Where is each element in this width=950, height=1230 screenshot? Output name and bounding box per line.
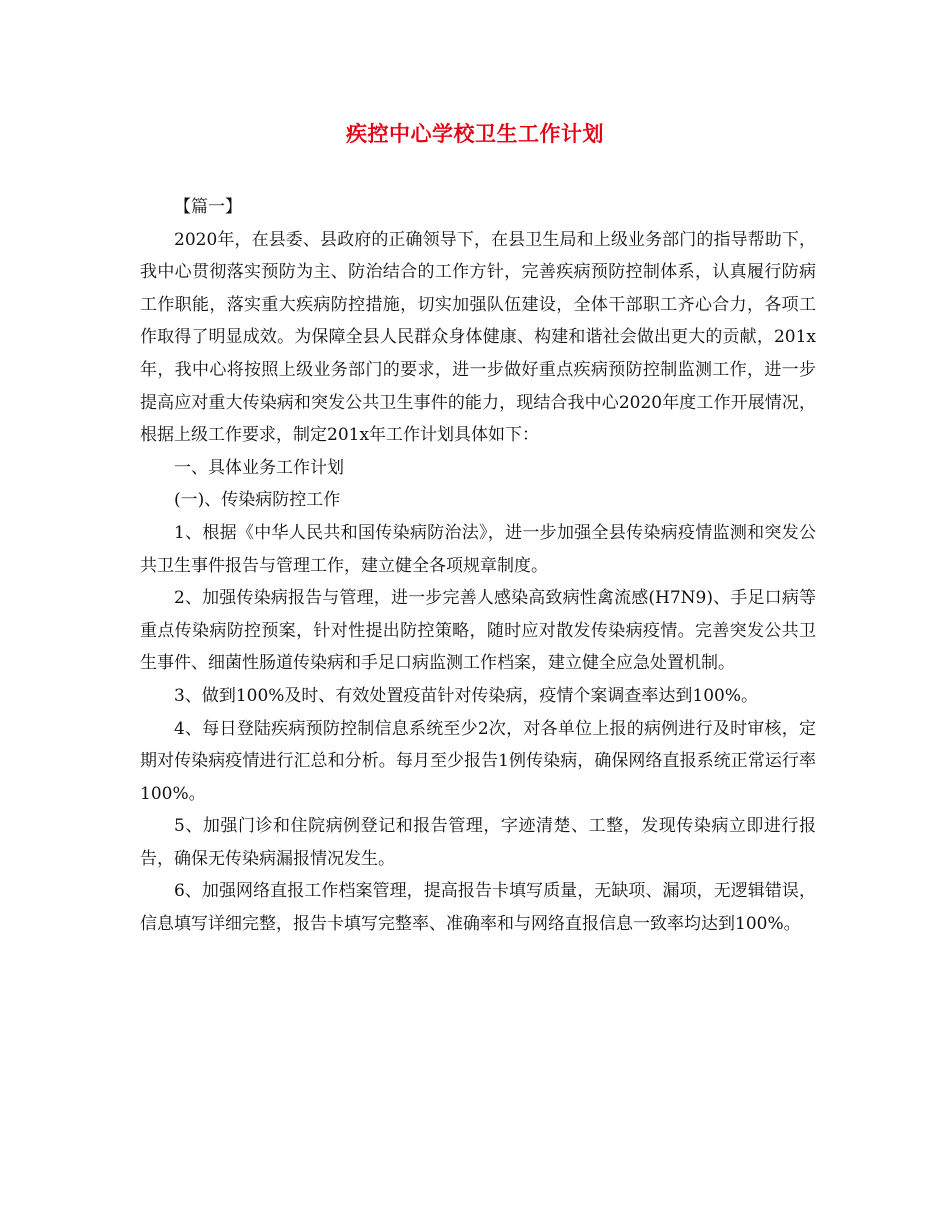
list-item-4: 4、每日登陆疾病预防控制信息系统至少2次，对各单位上报的病例进行及时审核，定期对传染病疫情进行汇总和分析。每月至少报告1例传染病，确保网络直报系统正常运行率100%。	[140, 718, 816, 804]
list-item-3: 3、做到100%及时、有效处置疫苗针对传染病，疫情个案调查率达到100%。	[174, 685, 759, 706]
list-item-6: 6、加强网络直报工作档案管理，提高报告卡填写质量，无缺项、漏项，无逻辑错误，信息填写详细完整，报告卡填写完整率、准确率和与网络直报信息一致率均达到100%。	[140, 881, 816, 935]
heading-business-plan: 一、具体业务工作计划	[174, 457, 344, 478]
section-label: 【篇一】	[174, 197, 242, 217]
document-body	[140, 191, 816, 941]
list-item-1: 1、根据《中华人民共和国传染病防治法》，进一步加强全县传染病疫情监测和突发公共卫生事件报告与管理工作，建立健全各项规章制度。	[140, 522, 816, 576]
subheading-infectious-disease: (一)、传染病防控工作	[174, 490, 341, 511]
intro-paragraph: 2020年，在县委、县政府的正确领导下，在县卫生局和上级业务部门的指导帮助下，我中心贯彻落实预防为主、防治结合的工作方针，完善疾病预防控制体系，认真履行防病工作职能，落实重大疾病防控措施，切实加强队伍建设，全体干部职工齐心合力，各项工作取得了明显成效。为保障全县人民群众身体健康、构建和谐社会做出更大的贡献，201x年，我中心将按照上级业务部门的要求，进一步做好重点疾病预防控制监测工作，进一步提高应对重大传染病和突发公共卫生事件的能力，现结合我中心2020年度工作开展情况，根据上级工作要求，制定201x年工作计划具体如下：	[140, 229, 816, 446]
list-item-2: 2、加强传染病报告与管理，进一步完善人感染高致病性禽流感(H7N9)、手足口病等重点传染病防控预案，针对性提出防控策略，随时应对散发传染病疫情。完善突发公共卫生事件、细菌性肠道传染病和手足口病监测工作档案，建立健全应急处置机制。	[140, 588, 816, 674]
document-title: 疾控中心学校卫生工作计划	[346, 121, 604, 146]
list-item-5: 5、加强门诊和住院病例登记和报告管理，字迹清楚、工整，发现传染病立即进行报告，确保无传染病漏报情况发生。	[140, 816, 816, 869]
